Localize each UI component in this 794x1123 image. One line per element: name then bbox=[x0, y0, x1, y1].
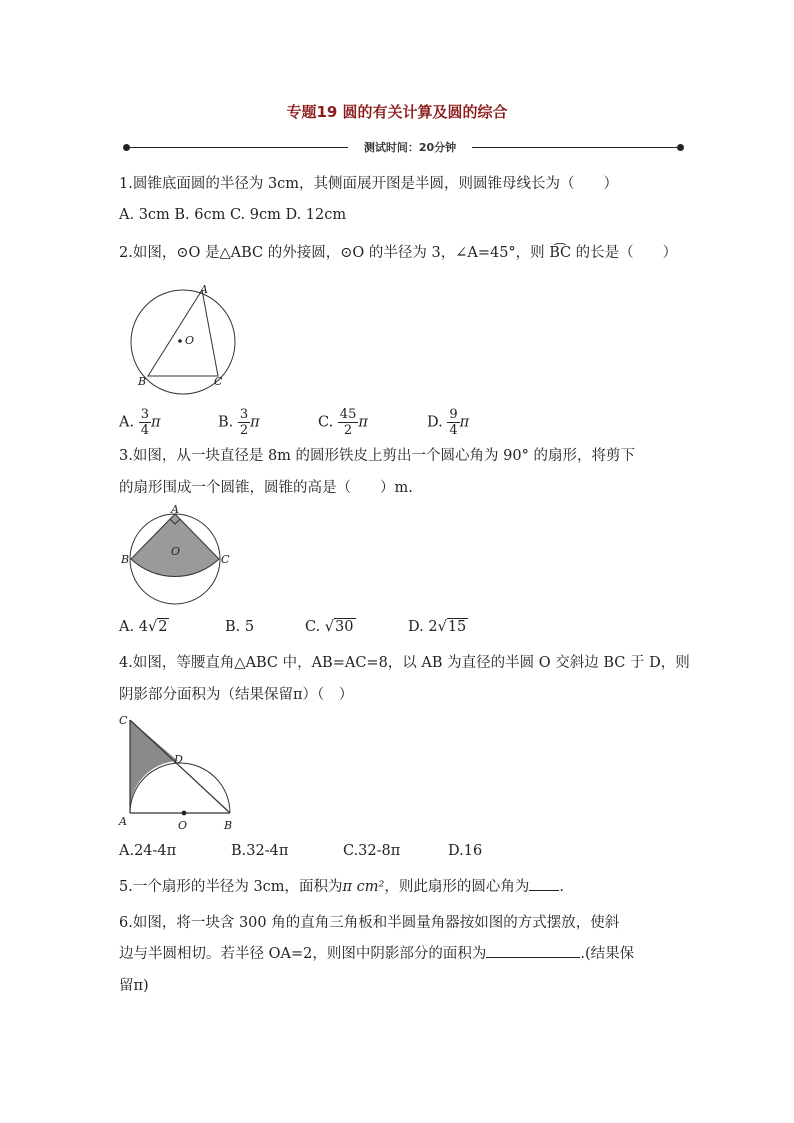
q4-label-c: C bbox=[119, 714, 128, 727]
q4-center-dot bbox=[182, 811, 187, 816]
q4-text-line1: 4.如图，等腰直角△ABC 中，AB=AC=8，以 AB 为直径的半圆 O 交斜边 BC 于 D，则 bbox=[119, 655, 690, 671]
q4-option-c: C.32-8π bbox=[343, 843, 401, 859]
q2-text: 2.如图，⊙O 是△ABC 的外接圆，⊙O 的半径为 3，∠A=45°，则 B͡C 的长是（ ） bbox=[119, 245, 678, 261]
q6-text-line2-start: 边与半圆相切。若半径 OA=2，则图中阴影部分的面积为 bbox=[119, 946, 487, 962]
q5-text-start: 5.一个扇形的半径为 3cm，面积为 bbox=[119, 879, 343, 895]
q3-label-a: A bbox=[171, 503, 179, 516]
q4-label-a: A bbox=[119, 815, 127, 828]
q2-option-c: C. $\frac{45}{2}$ π bbox=[318, 407, 368, 438]
q4-label-b: B bbox=[224, 819, 233, 832]
q5-text-tail: ，则此扇形的圆心角为 bbox=[384, 879, 530, 895]
q3-option-c: C. √30 bbox=[305, 619, 354, 635]
q3-option-b: B. 5 bbox=[225, 619, 255, 635]
test-time: 测试时间：20分钟 bbox=[363, 141, 457, 154]
q6-text-line3: 留π) bbox=[119, 978, 149, 994]
q3-text-line2: 的扇形围成一个圆锥，圆锥的高是（ ）m. bbox=[119, 480, 413, 496]
q5-text bbox=[119, 877, 564, 897]
q3-label-c: C bbox=[221, 553, 230, 566]
header-rule-left bbox=[128, 147, 348, 148]
q1-text: 1.圆锥底面圆的半径为 3cm，其侧面展开图是半圆，则圆锥母线长为（ ） bbox=[119, 176, 619, 192]
q4-label-d: D bbox=[174, 753, 183, 766]
q2-option-b: B. $\frac{3}{2}$ π bbox=[218, 407, 260, 438]
q3-label-o: O bbox=[171, 545, 181, 558]
q5-area: π cm² bbox=[342, 879, 385, 895]
q4-option-b: B.32-4π bbox=[231, 843, 289, 859]
q2-center-dot bbox=[178, 339, 182, 343]
q2-label-b: B bbox=[138, 375, 147, 388]
q4-option-a: A.24-4π bbox=[119, 843, 177, 859]
q4-shaded-region bbox=[130, 720, 178, 813]
q6-text-line1: 6.如图，将一块含 300 角的直角三角板和半圆量角器按如图的方式摆放，使斜 bbox=[119, 915, 620, 931]
q2-label-c: C bbox=[214, 375, 223, 388]
page-title: 专题19 圆的有关计算及圆的综合 bbox=[286, 103, 508, 121]
q4-figure bbox=[114, 710, 244, 835]
q3-option-d: D. 2√15 bbox=[408, 619, 467, 635]
q2-label-a: A bbox=[200, 283, 208, 296]
q2-label-o: O bbox=[185, 334, 195, 347]
q4-text-line2: 阴影部分面积为（结果保留π）（ ） bbox=[119, 687, 354, 703]
q3-label-b: B bbox=[121, 553, 130, 566]
header-rule-right bbox=[472, 147, 678, 148]
q5-text-end: . bbox=[559, 879, 564, 895]
q3-option-a: A. 4√2 bbox=[119, 619, 168, 635]
q2-option-a: A. $\frac{3}{4}$ π bbox=[119, 407, 161, 438]
q3-text-line1: 3.如图，从一块直径是 8m 的圆形铁皮上剪出一个圆心角为 90° 的扇形，将剪下 bbox=[119, 448, 635, 464]
q6-text-line2 bbox=[119, 944, 634, 964]
q4-label-o: O bbox=[178, 819, 188, 832]
q4-option-d: D.16 bbox=[448, 843, 483, 859]
rule-right-dot bbox=[677, 144, 684, 151]
q3-figure bbox=[118, 503, 238, 603]
q1-options: A. 3cm B. 6cm C. 9cm D. 12cm bbox=[119, 207, 347, 223]
q5-answer-blank bbox=[529, 890, 559, 891]
q2-option-d: D. $\frac{9}{4}$ π bbox=[427, 407, 470, 438]
q2-triangle bbox=[148, 290, 218, 376]
q2-figure bbox=[120, 282, 240, 402]
q6-answer-blank bbox=[486, 957, 580, 958]
q6-text-line2-end: .(结果保 bbox=[580, 946, 635, 962]
